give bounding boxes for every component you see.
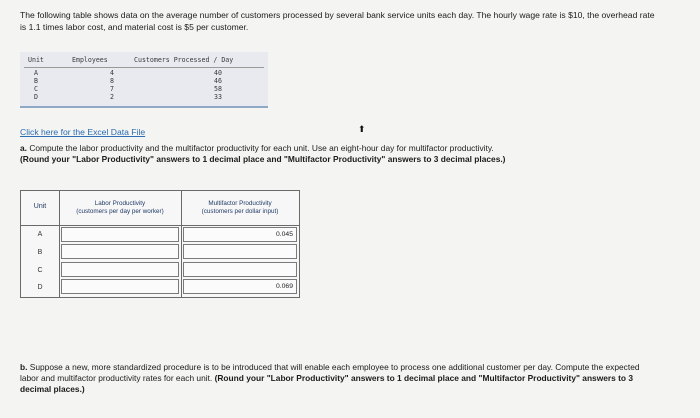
- row-employees: 2: [110, 93, 114, 101]
- row-employees: 7: [110, 85, 114, 93]
- problem-intro: The following table shows data on the average number of customers processed by several bank service units each day. The hourly wage rate is $10, the overhead rate is 1.1 times labor cost, and material cost is $5 per customer.: [20, 10, 655, 32]
- grid-header-multifactor: [181, 200, 299, 215]
- labor-input-a[interactable]: [61, 227, 179, 242]
- table-bottom-rule: [20, 106, 268, 108]
- grid-row-label: B: [37, 249, 43, 256]
- question-part-a: [20, 143, 660, 165]
- grid-row-label: C: [37, 267, 43, 274]
- table-row: [20, 93, 268, 101]
- part-a-rounding: (Round your "Labor Productivity" answers to 1 decimal place and "Multifactor Productivity" answers to 3 decimal places.): [20, 154, 506, 164]
- row-unit: C: [34, 85, 38, 93]
- multi-input-c[interactable]: [183, 262, 297, 277]
- grid-header-unit: Unit: [33, 203, 47, 210]
- header-rule: [24, 67, 264, 68]
- part-a-text: Compute the labor productivity and the multifactor productivity for each unit. Use an eight-hour day for multifactor productivity.: [27, 143, 494, 153]
- labor-input-b[interactable]: [61, 244, 179, 259]
- multi-input-a[interactable]: 0.045: [183, 227, 297, 242]
- labor-header-units: (customers per day per worker): [76, 207, 164, 215]
- part-b-label: b.: [20, 362, 28, 372]
- data-table-header: [20, 56, 268, 66]
- header-unit: Unit: [28, 56, 44, 64]
- table-row: [20, 69, 268, 77]
- multi-input-b[interactable]: [183, 244, 297, 259]
- table-row: [20, 77, 268, 85]
- data-table: [20, 52, 268, 108]
- row-unit: D: [34, 93, 38, 101]
- labor-input-c[interactable]: [61, 262, 179, 277]
- row-customers: 33: [214, 93, 222, 101]
- multi-header-title: Multifactor Productivity: [208, 200, 272, 207]
- row-unit: B: [34, 77, 38, 85]
- header-employees: Employees: [72, 56, 108, 64]
- table-row: [20, 85, 268, 93]
- mouse-cursor-icon: ⬆: [358, 124, 366, 134]
- row-employees: 8: [110, 77, 114, 85]
- labor-input-d[interactable]: [61, 279, 179, 294]
- multi-header-units: (customers per dollar input): [201, 207, 279, 215]
- row-unit: A: [34, 69, 38, 77]
- row-customers: 40: [214, 69, 222, 77]
- answer-grid: [20, 190, 300, 298]
- part-a-label: a.: [20, 143, 27, 153]
- excel-data-file-link[interactable]: Click here for the Excel Data File: [20, 127, 146, 137]
- labor-header-title: Labor Productivity: [94, 200, 146, 207]
- header-customers: Customers Processed / Day: [134, 56, 234, 64]
- row-customers: 46: [214, 77, 222, 85]
- part-b-rounding: (Round your "Labor Productivity" answers to 1 decimal place and "Multifactor Productivity" answers to 3 decimal places.): [20, 373, 634, 394]
- row-customers: 58: [214, 85, 222, 93]
- multi-input-d[interactable]: 0.069: [183, 279, 297, 294]
- row-employees: 4: [110, 69, 114, 77]
- grid-row-label: D: [37, 284, 43, 291]
- part-b-text: Suppose a new, more standardized procedure is to be introduced that will enable each employee to process one additional customer per day. Compute the expected labor and multifactor productivity rates for each unit.: [20, 362, 640, 383]
- grid-header-labor: [59, 200, 181, 215]
- grid-row-label: A: [37, 231, 43, 238]
- grid-header-rule: [21, 225, 299, 226]
- question-part-b: [20, 362, 660, 395]
